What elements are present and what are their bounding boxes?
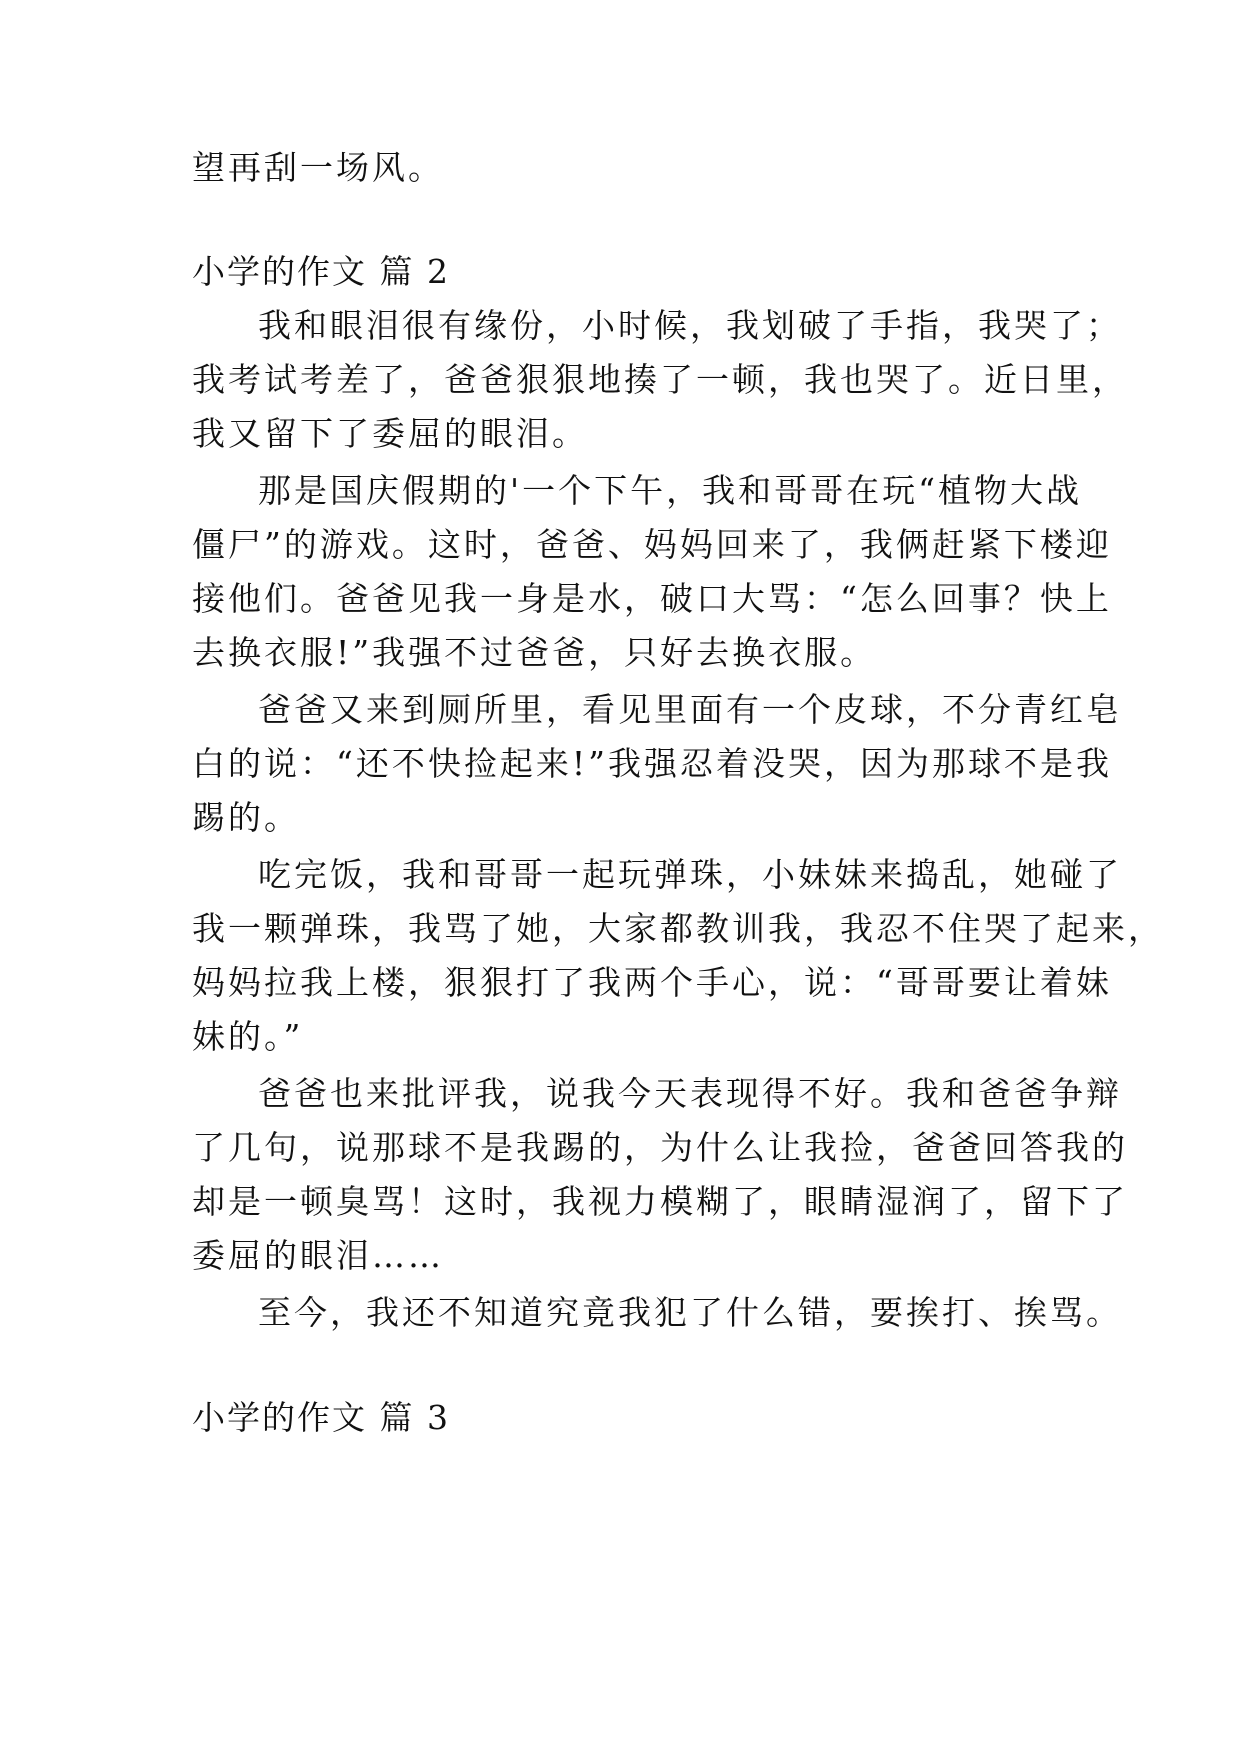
essay-2-p1-line-2: 我考试考差了，爸爸狠狠地揍了一顿，我也哭了。近日里， xyxy=(192,360,1128,399)
essay-2-p5-line-4: 委屈的眼泪…… xyxy=(192,1236,444,1275)
essay-2-p1-line-3: 我又留下了委屈的眼泪。 xyxy=(192,414,588,453)
essay-2-p2-line-3: 接他们。爸爸见我一身是水，破口大骂：“怎么回事？快上 xyxy=(192,579,1112,618)
essay-2-p2-line-2: 僵尸”的游戏。这时，爸爸、妈妈回来了，我俩赶紧下楼迎 xyxy=(192,525,1112,564)
essay-2-p3-line-2: 白的说：“还不快捡起来!”我强忍着没哭，因为那球不是我 xyxy=(192,744,1113,783)
essay-2-p5-line-2: 了几句，说那球不是我踢的，为什么让我捡，爸爸回答我的 xyxy=(192,1128,1128,1167)
essay-2-p5-line-1: 爸爸也来批评我，说我今天表现得不好。我和爸爸争辩 xyxy=(258,1074,1122,1113)
essay-2-p2-line-4: 去换衣服!”我强不过爸爸，只好去换衣服。 xyxy=(192,633,877,672)
essay-2-p4-line-1: 吃完饭，我和哥哥一起玩弹珠，小妹妹来捣乱，她碰了 xyxy=(258,855,1122,894)
essay-2-p4-line-2: 我一颗弹珠，我骂了她，大家都教训我，我忍不住哭了起来， xyxy=(192,909,1164,948)
essay-2-p6-line-1: 至今，我还不知道究竟我犯了什么错，要挨打、挨骂。 xyxy=(258,1293,1122,1332)
essay-3-heading: 小学的作文 篇 3 xyxy=(192,1398,450,1437)
intro-tail-line: 望再刮一场风。 xyxy=(192,148,444,187)
essay-2-p2-line-1: 那是国庆假期的'一个下午，我和哥哥在玩“植物大战 xyxy=(258,471,1082,510)
essay-2-p1-line-1: 我和眼泪很有缘份，小时候，我划破了手指，我哭了； xyxy=(258,306,1122,345)
essay-2-p5-line-3: 却是一顿臭骂！这时，我视力模糊了，眼睛湿润了，留下了 xyxy=(192,1182,1128,1221)
essay-2-p3-line-3: 踢的。 xyxy=(192,798,300,837)
essay-2-p3-line-1: 爸爸又来到厕所里，看见里面有一个皮球，不分青红皂 xyxy=(258,690,1122,729)
essay-2-heading: 小学的作文 篇 2 xyxy=(192,252,450,291)
essay-2-p4-line-4: 妹的。” xyxy=(192,1017,304,1056)
essay-2-p4-line-3: 妈妈拉我上楼，狠狠打了我两个手心，说：“哥哥要让着妹 xyxy=(192,963,1112,1002)
